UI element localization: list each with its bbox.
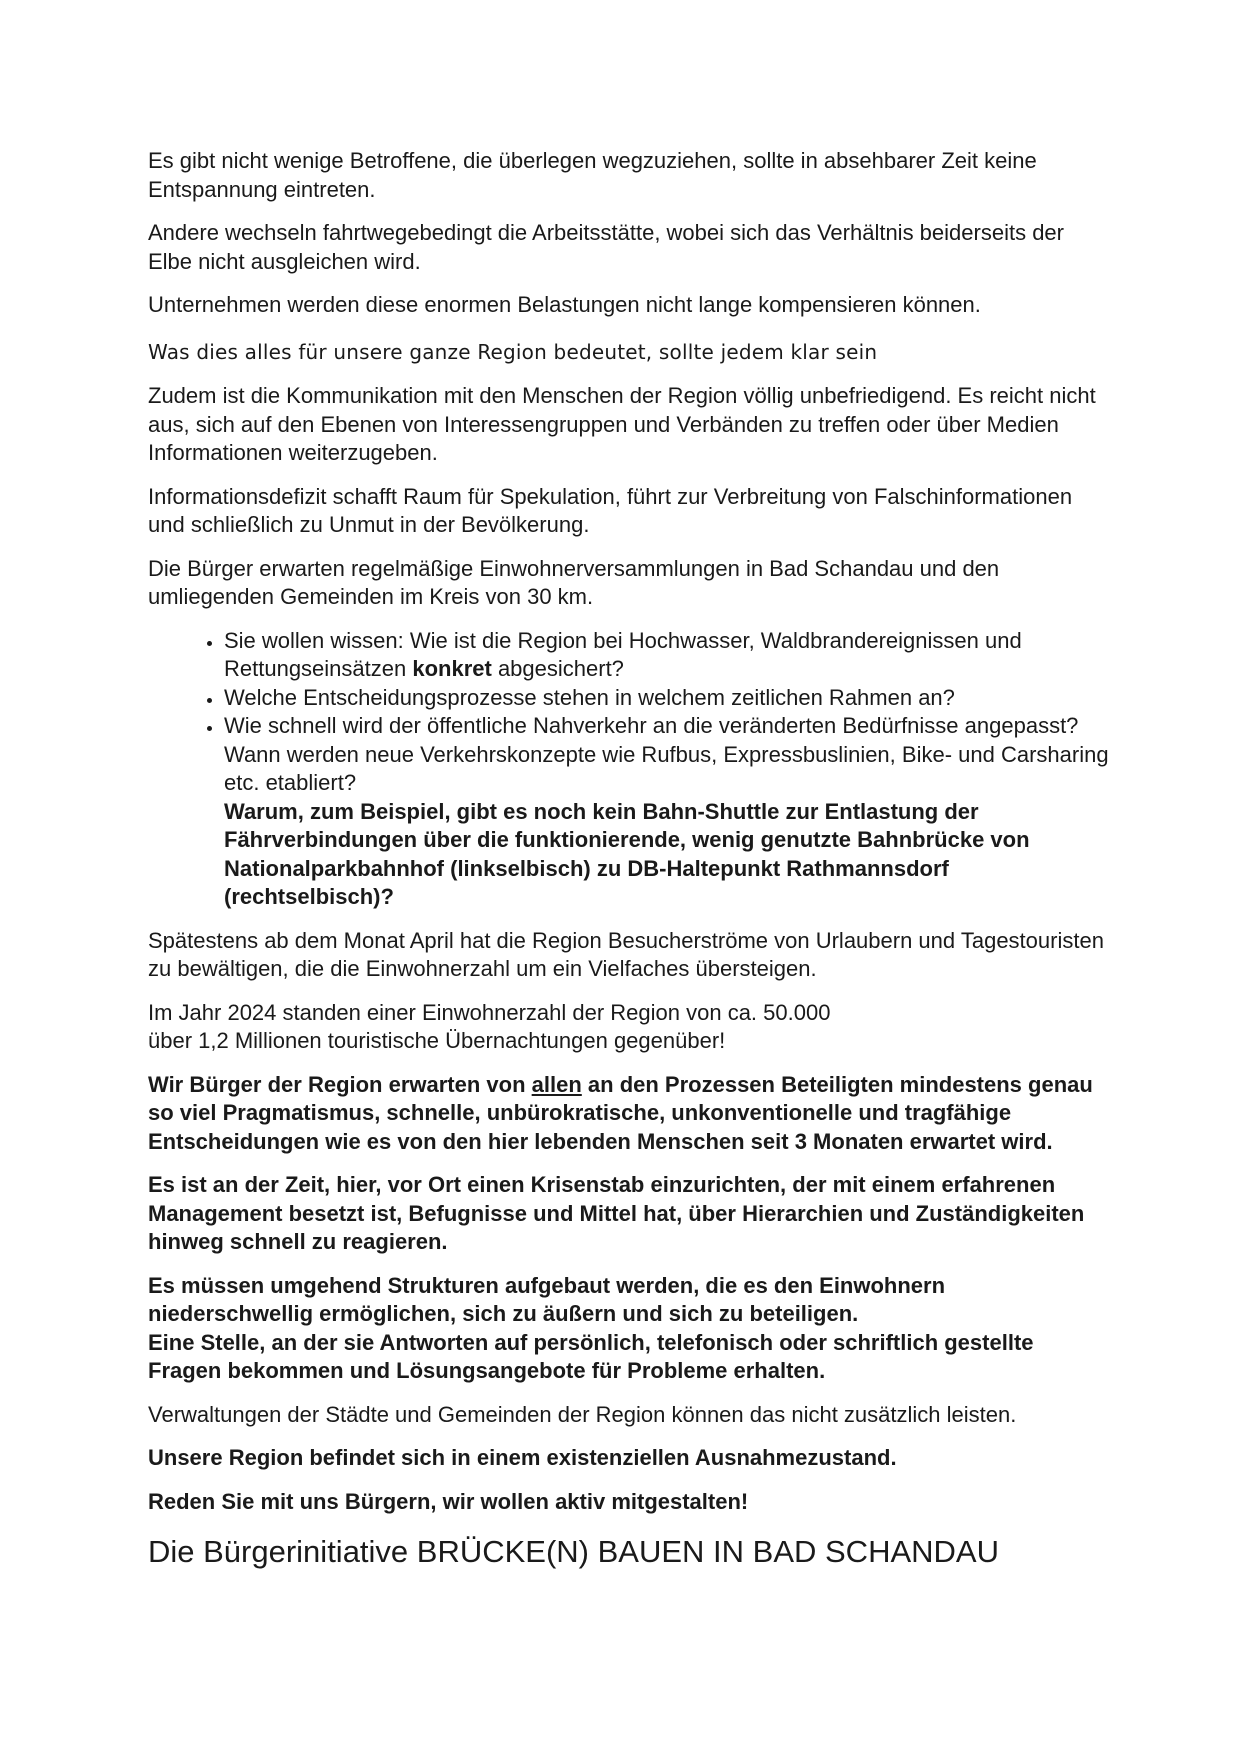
paragraph-krisenstab: Es ist an der Zeit, hier, vor Ort einen Krisenstab einzurichten, der mit einem erfahrenen Management besetzt ist, Befugnisse und Mittel hat, über Hierarchien und Zuständigkeiten hinweg schnell zu reagieren. xyxy=(148,1172,1085,1254)
paragraph-erwartung xyxy=(148,1071,1110,1157)
text-line: über 1,2 Millionen touristische Übernachtungen gegenüber! xyxy=(148,1028,726,1053)
paragraph-kommunikation: Zudem ist die Kommunikation mit den Menschen der Region völlig unbefriedigend. Es reicht nicht aus, sich auf den Ebenen von Interessengruppen und Verbänden zu treffen oder über Medien Informationen weiterzugeben. xyxy=(148,383,1096,465)
bullet-text: Sie wollen wissen: Wie ist die Region bei Hochwasser, Waldbrandereignissen und Rettungseinsätzen xyxy=(224,627,1022,681)
bullet-text: Welche Entscheidungsprozesse stehen in welchem zeitlichen Rahmen an? xyxy=(224,684,955,710)
paragraph-uebernachtungen xyxy=(148,999,1110,1056)
paragraph-verwaltungen: Verwaltungen der Städte und Gemeinden der Region können das nicht zusätzlich leisten. xyxy=(148,1401,1017,1427)
list-item xyxy=(224,712,1110,912)
text-line: Im Jahr 2024 standen einer Einwohnerzahl der Region von ca. 50.000 xyxy=(148,999,831,1025)
paragraph-aufruf: Reden Sie mit uns Bürgern, wir wollen aktiv mitgestalten! xyxy=(148,1488,749,1514)
text-line: Es müssen umgehend Strukturen aufgebaut werden, die es den Einwohnern niederschwellig ermöglichen, sich zu äußern und sich zu beteiligen. xyxy=(148,1272,946,1326)
text-line: Eine Stelle, an der sie Antworten auf persönlich, telefonisch oder schriftlich gestellte Fragen bekommen und Lösungsangebote für Probleme erhalten. xyxy=(148,1329,1034,1383)
paragraph-informationsdefizit: Informationsdefizit schafft Raum für Spekulation, führt zur Verbreitung von Falschinformationen und schließlich zu Unmut in der Bevölkerung. xyxy=(148,483,1073,537)
bullet-emphasis: konkret xyxy=(412,656,492,681)
paragraph-besucherstroeme: Spätestens ab dem Monat April hat die Region Besucherströme von Urlaubern und Tagestouristen zu bewältigen, die die Einwohnerzahl um ein Vielfaches übersteigen. xyxy=(148,927,1104,981)
underlined-word: allen xyxy=(531,1071,582,1097)
paragraph-strukturen xyxy=(148,1272,1110,1386)
signature: Die Bürgerinitiative BRÜCKE(N) BAUEN IN BAD SCHANDAU xyxy=(148,1534,999,1569)
bullet-text: Wie schnell wird der öffentliche Nahverkehr an die veränderten Bedürfnisse angepasst? Wann werden neue Verkehrskonzepte wie Rufbus, Expressbuslinien, Bike- und Carsharing etc. etabliert? xyxy=(224,713,1109,795)
paragraph-wegzug: Es gibt nicht wenige Betroffene, die überlegen wegzuziehen, sollte in absehbarer Zeit keine Entspannung eintreten. xyxy=(148,148,1037,202)
paragraph-region-bedeutung: Was dies alles für unsere ganze Region bedeutet, sollte jedem klar sein xyxy=(148,339,878,364)
question-list xyxy=(148,627,1110,912)
text-segment: Wir Bürger der Region erwarten von xyxy=(148,1071,532,1097)
paragraph-unternehmen: Unternehmen werden diese enormen Belastungen nicht lange kompensieren können. xyxy=(148,292,981,317)
paragraph-arbeitsstaette: Andere wechseln fahrtwegebedingt die Arbeitsstätte, wobei sich das Verhältnis beiderseits der Elbe nicht ausgleichen wird. xyxy=(148,220,1064,274)
text-segment: an den Prozessen Beteiligten mindestens genau so viel Pragmatismus, schnelle, unbürokratische, unkonventionelle und tragfähige Entscheidungen wie es von den hier lebenden Menschen seit 3 Monaten erwartet wird. xyxy=(148,1071,1093,1154)
bullet-emphasis-block: Warum, zum Beispiel, gibt es noch kein Bahn-Shuttle zur Entlastung der Fährverbindungen über die funktionierende, wenig genutzte Bahnbrücke von Nationalparkbahnhof (linkselbisch) zu DB-Haltepunkt Rathmannsdorf (rechtselbisch)? xyxy=(224,798,1030,909)
list-item xyxy=(224,684,1110,713)
paragraph-einwohnerversammlungen: Die Bürger erwarten regelmäßige Einwohnerversammlungen in Bad Schandau und den umliegenden Gemeinden im Kreis von 30 km. xyxy=(148,555,1000,609)
list-item xyxy=(224,627,1110,684)
bullet-text: abgesichert? xyxy=(491,656,624,681)
paragraph-ausnahmezustand: Unsere Region befindet sich in einem existenziellen Ausnahmezustand. xyxy=(148,1445,897,1470)
